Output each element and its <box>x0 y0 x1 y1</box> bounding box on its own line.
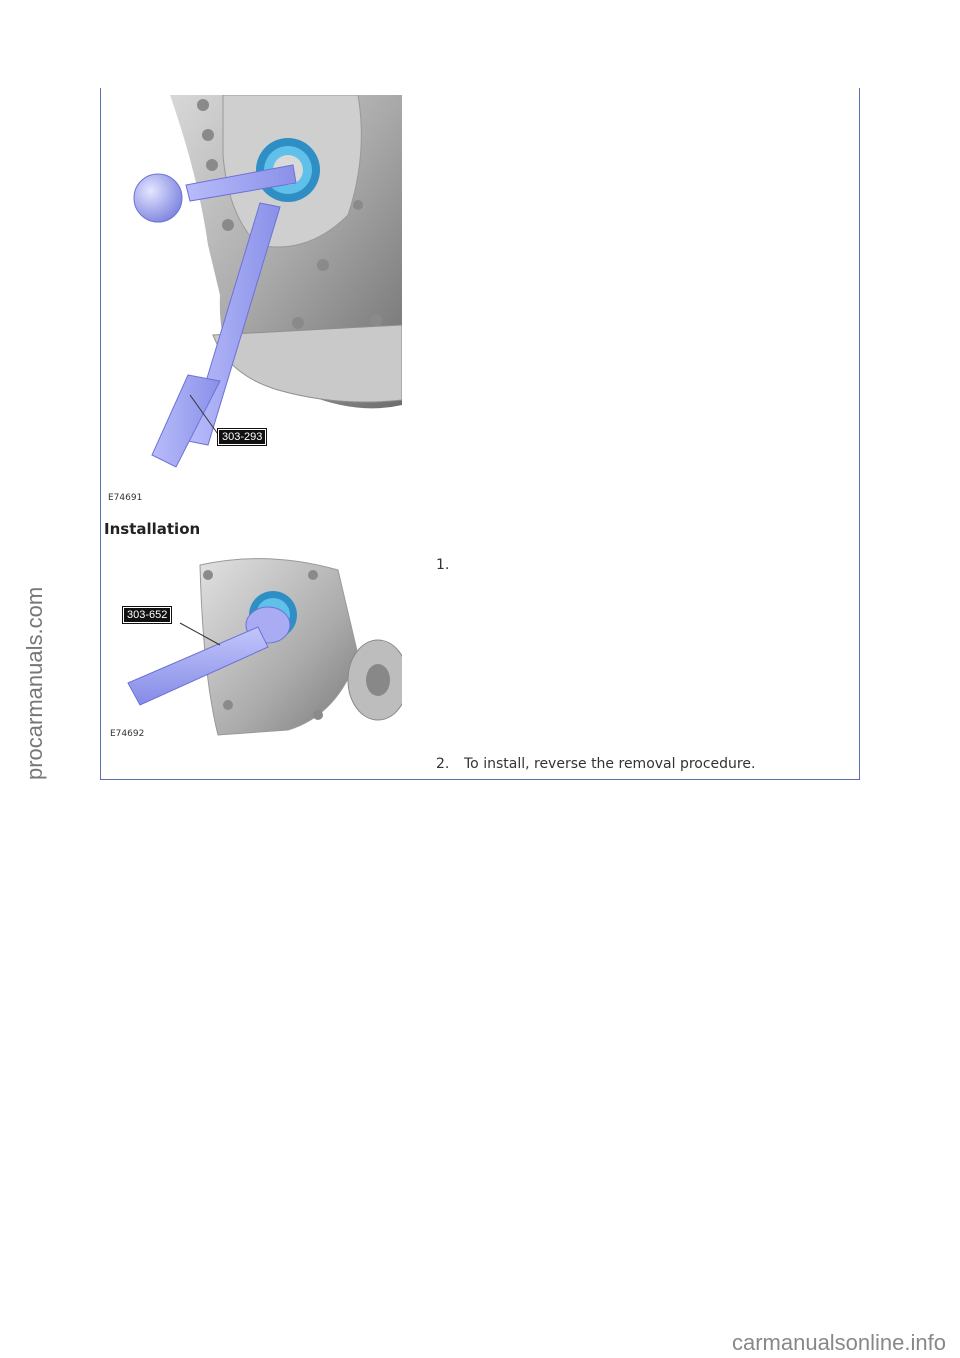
special-tool-callout: 303-293 <box>218 429 266 445</box>
figure-id-label: E74691 <box>108 493 143 503</box>
removal-illustration <box>108 95 402 507</box>
side-watermark: procarmanuals.com <box>22 586 47 780</box>
installation-illustration <box>108 555 402 741</box>
section-heading: Installation <box>104 520 201 538</box>
procedure-step <box>436 557 464 573</box>
engine-seal-removal-drawing <box>108 95 402 507</box>
step-number: 2. <box>436 756 450 772</box>
bottom-watermark: carmanualsonline.info <box>731 1330 946 1355</box>
engine-seal-installation-drawing <box>108 555 402 741</box>
step-number: 1. <box>436 557 450 573</box>
special-tool-callout: 303-652 <box>123 607 171 623</box>
figure-id-label: E74692 <box>110 729 145 739</box>
step-text: To install, reverse the removal procedure. <box>464 756 756 772</box>
procedure-step <box>436 756 755 772</box>
